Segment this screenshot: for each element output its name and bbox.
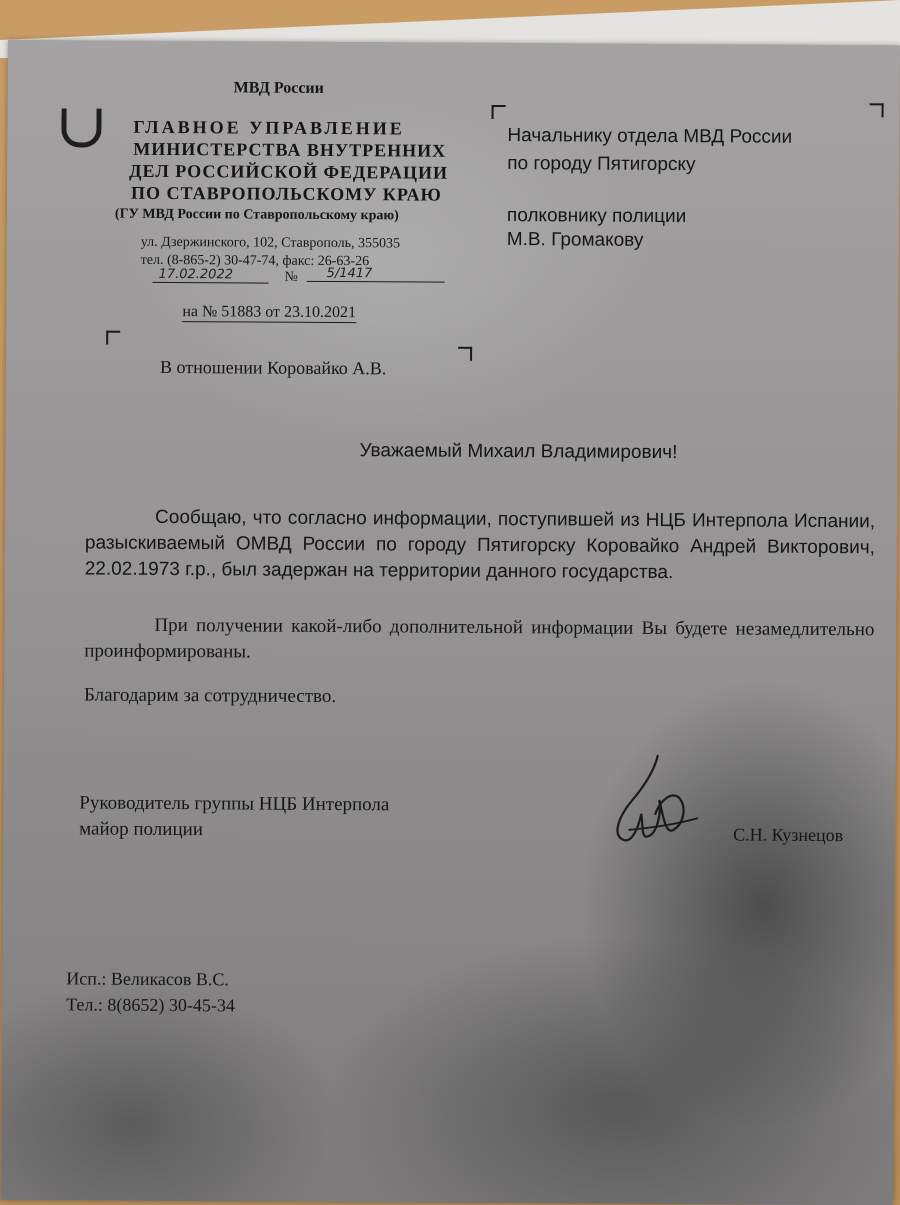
letterhead-abbreviation: (ГУ МВД России по Ставропольскому краю) bbox=[114, 206, 399, 224]
closing-line: Благодарим за сотрудничество. bbox=[83, 684, 337, 708]
executor-name: Исп.: Великасов В.С. bbox=[66, 968, 230, 990]
addressee-line2: по городу Пятигорску bbox=[507, 153, 696, 176]
addressee-bracket-left bbox=[492, 105, 506, 119]
signatory-name: С.Н. Кузнецов bbox=[733, 824, 844, 846]
letterhead-address: ул. Дзержинского, 102, Ставрополь, 355035 bbox=[140, 234, 401, 252]
executor-phone: Тел.: 8(8652) 30-45-34 bbox=[66, 994, 235, 1016]
document-page bbox=[1, 40, 900, 1205]
number-sign: № bbox=[284, 269, 298, 285]
addressee-bracket-right bbox=[870, 103, 884, 117]
greeting: Уважаемый Михаил Владимирович! bbox=[359, 440, 678, 464]
addressee-line4: М.В. Громакову bbox=[506, 229, 644, 251]
registration-number: 5/1417 bbox=[307, 266, 445, 283]
paragraph-1: Сообщаю, что согласно информации, поступившей из НЦБ Интерпола Испании, разыскиваемый ОМВД России по городу Пятигорску Коровайко Андрей Викторович, 22.02.1973 г.р., был задержан на территории данного государства. bbox=[84, 506, 876, 584]
punch-hole-mark bbox=[61, 108, 101, 147]
addressee-line1: Начальнику отдела МВД России bbox=[507, 125, 793, 148]
letterhead-line2: МИНИСТЕРСТВА ВНУТРЕННИХ bbox=[133, 138, 447, 161]
letter-subject: В отношении Коровайко А.В. bbox=[159, 356, 387, 379]
signatory-position-line2: майор полиции bbox=[79, 818, 204, 841]
letterhead-phones: тел. (8-865-2) 30-47-74, факс: 26-63-26 bbox=[140, 252, 370, 270]
registration-date: 17.02.2022 bbox=[153, 267, 269, 284]
letterhead-line3: ДЕЛ РОССИЙСКОЙ ФЕДЕРАЦИИ bbox=[129, 160, 449, 183]
letterhead-line1: ГЛАВНОЕ УПРАВЛЕНИЕ bbox=[133, 116, 405, 139]
signatory-position-line1: Руководитель группы НЦБ Интерпола bbox=[79, 792, 390, 816]
paragraph-2: При получении какой-либо дополнительной информации Вы будете незамедлительно проинформированы. bbox=[84, 614, 875, 663]
letterhead-line4: ПО СТАВРОПОЛЬСКОМУ КРАЮ bbox=[131, 182, 442, 205]
handwritten-signature bbox=[599, 744, 710, 855]
subject-bracket-left bbox=[106, 331, 120, 345]
subject-bracket-right bbox=[458, 347, 472, 361]
reference-number: на № 51883 от 23.10.2021 bbox=[182, 303, 357, 322]
ministry-short: МВД России bbox=[233, 79, 324, 97]
addressee-line3: полковнику полиции bbox=[506, 205, 687, 228]
